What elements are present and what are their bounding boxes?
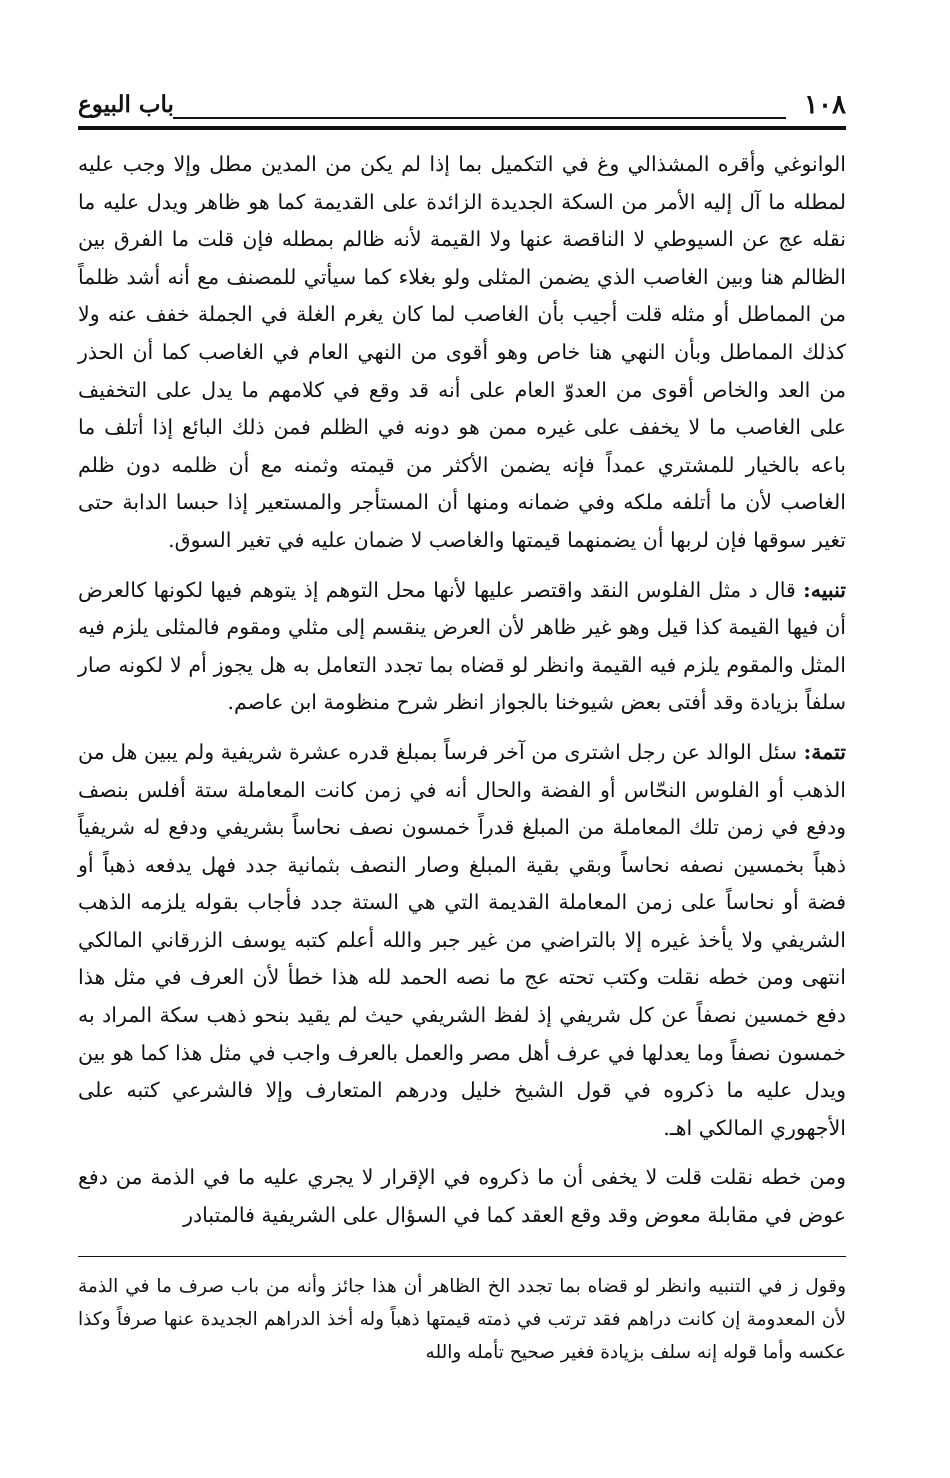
header-divider-thick [78,126,846,130]
paragraph-3 [78,734,846,1148]
page-header [78,86,846,120]
paragraph-3-term: تتمة: [803,739,846,764]
paragraph-1: الوانوغي وأقره المشذالي وغ في التكميل بما إذا لم يكن من المدين مطل وإلا وجب عليه لمطله ما آل إليه الأمر من السكة الجديدة الزائدة على القديمة كما هو ظاهر ويدل عليه ما نقله عج عن السيوطي لا الناقصة عنها ولا القيمة لأنه ظالم بمطله فإن قلت ما الفرق بين الظالم هنا وبين الغاصب الذي يضمن المثلى ولو بغلاء كما سيأتي للمصنف مع أنه أشد ظلماً من المماطل أو مثله قلت أجيب بأن الغاصب لما كان يغرم الغلة في الجملة خفف عنه ولا كذلك المماطل وبأن النهي هنا خاص وهو أقوى من النهي العام في الغاصب كما أن الحذر من العد والخاص أقوى من العدوّ العام على أنه قد وقع في كلامهم ما يدل على التخفيف على الغاصب ما لا يخفف على غيره ممن هو دونه في الظلم فمن ذلك البائع إذا أتلف ما باعه بالخيار للمشتري عمداً فإنه يضمن الأكثر من قيمته وثمنه مع أن ظلمه دون ظلم الغاصب لأن ما أتلفه ملكه وفي ضمانه ومنها أن المستأجر والمستعير إذا حبسا الدابة حتى تغير سوقها فإن لربها أن يضمنهما قيمتها والغاصب لا ضمان عليه في تغير السوق. [78,152,846,552]
footnote [78,1270,846,1369]
main-text [78,146,846,1247]
book-page [78,0,846,1478]
paragraph-2 [78,572,846,722]
paragraph-3-text: سئل الوالد عن رجل اشترى من آخر فرساً بمبلغ قدره عشرة شريفية ولم يبين هل من الذهب أو الفلوس النحّاس أو الفضة والحال أنه في زمن كانت المعاملة ستة أفلس بنصف ودفع في زمن تلك المعاملة من المبلغ قدراً خمسون نصف نحاساً بشريفي ودفع له شريفياً ذهباً بخمسين نصفه نحاساً وبقي بقية المبلغ وصار النصف بثمانية جدد فهل يدفعه ذهباً أو فضة أو نحاساً على زمن المعاملة القديمة التي هي الستة جدد فأجاب بقوله يلزمه الذهب الشريفي ولا يأخذ غيره إلا بالتراضي من غير جبر والله أعلم كتبه يوسف الزرقاني المالكي انتهى ومن خطه نقلت وكتب تحته عج ما نصه الحمد لله هذا خطأ لأن العرف في مثل هذا دفع خمسين نصفاً عن كل شريفي إذ لفظ الشريفي حيث لم يقيد بنحو ذهب سكة المراد به خمسون نصفاً وما يعدلها في عرف أهل مصر والعمل بالعرف واجب في مثل هذا كما هو بين ويدل عليه ما ذكروه في قول الشيخ خليل ودرهم المتعارف وإلا فالشرعي كتبه على الأجهوري المالكي اهـ. [78,739,846,1140]
paragraph-2-term: تنبيه: [803,577,846,602]
paragraph-4: ومن خطه نقلت قلت لا يخفى أن ما ذكروه في الإقرار لا يجري عليه ما في الذمة من دفع عوض في مقابلة معوض وقد وقع العقد كما في السؤال على الشريفية فالمتبادر [78,1165,846,1228]
footnote-divider [78,1256,846,1257]
header-divider-thin [173,117,786,119]
chapter-title: باب البيوع [78,91,174,118]
footnote-text: وقول ز في التنبيه وانظر لو قضاه بما تجدد الخ الظاهر أن هذا جائز وأنه من باب صرف ما في الذمة لأن المعدومة إن كانت دراهم فقد ترتب في ذمته قيمتها ذهباً وله أخذ الدراهم الجديدة عنها صرفاً وكذا عكسه وأما قوله إنه سلف بزيادة فغير صحيح تأمله والله [78,1276,846,1363]
page-number: ١٠٨ [804,90,846,120]
paragraph-2-text: قال د مثل الفلوس النقد واقتصر عليها لأنها محل التوهم إذ يتوهم فيها لكونها كالعرض أن فيها القيمة كذا قيل وهو غير ظاهر لأن العرض ينقسم إلى مثلي ومقوم فالمثلى يلزم فيه المثل والمقوم يلزم فيه القيمة وانظر لو قضاه بما تجدد التعامل به هل يجوز أم لا لكونه صار سلفاً بزيادة وقد أفتى بعض شيوخنا بالجواز انظر شرح منظومة ابن عاصم. [78,577,846,715]
